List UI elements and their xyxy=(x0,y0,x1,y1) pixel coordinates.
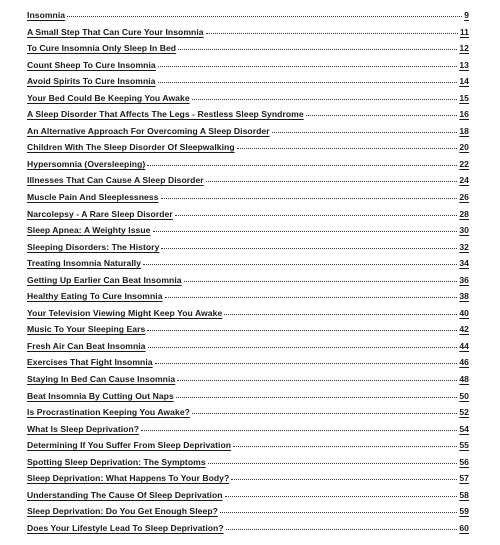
toc-entry-title[interactable]: An Alternative Approach For Overcoming A Sleep Disorder xyxy=(27,125,270,136)
toc-entry-title[interactable]: Count Sheep To Cure Insomnia xyxy=(27,59,156,70)
toc-entry-title[interactable]: Children With The Sleep Disorder Of Sleepwalking xyxy=(27,142,235,153)
toc-entry[interactable] xyxy=(27,192,469,209)
toc-entry-page[interactable]: 58 xyxy=(459,489,469,500)
toc-entry[interactable] xyxy=(27,473,469,490)
toc-entry[interactable] xyxy=(27,27,469,44)
toc-entry[interactable] xyxy=(27,324,469,341)
toc-dot-leader xyxy=(220,512,457,513)
toc-entry-title[interactable]: Determining If You Suffer From Sleep Deprivation xyxy=(27,440,232,451)
toc-entry[interactable] xyxy=(27,424,469,441)
toc-entry-page[interactable]: 57 xyxy=(459,473,469,484)
toc-dot-leader xyxy=(226,529,458,530)
toc-entry-page[interactable]: 46 xyxy=(459,357,469,368)
toc-dot-leader xyxy=(155,363,458,364)
toc-entry-page[interactable]: 11 xyxy=(459,26,469,37)
toc-entry[interactable] xyxy=(27,506,469,523)
toc-entry[interactable] xyxy=(27,407,469,424)
toc-dot-leader xyxy=(192,99,458,100)
toc-dot-leader xyxy=(231,479,457,480)
toc-dot-leader xyxy=(148,347,458,348)
toc-entry-page[interactable]: 18 xyxy=(459,125,469,136)
toc-dot-leader xyxy=(153,231,458,232)
toc-dot-leader xyxy=(208,463,458,464)
toc-dot-leader xyxy=(206,181,458,182)
toc-entry[interactable] xyxy=(27,93,469,110)
toc-entry-page[interactable]: 60 xyxy=(459,522,469,533)
toc-entry[interactable] xyxy=(27,308,469,325)
toc-entry[interactable] xyxy=(27,341,469,358)
toc-entry[interactable] xyxy=(27,457,469,474)
toc-entry-title[interactable]: A Small Step That Can Cure Your Insomnia xyxy=(27,26,204,37)
toc-entry-title[interactable]: Muscle Pain And Sleeplessness xyxy=(27,192,159,203)
toc-dot-leader xyxy=(158,66,458,67)
toc-dot-leader xyxy=(192,413,457,414)
toc-entry-title[interactable]: Getting Up Earlier Can Beat Insomnia xyxy=(27,274,182,285)
toc-entry-title[interactable]: Illnesses That Can Cause A Sleep Disorder xyxy=(27,175,204,186)
toc-dot-leader xyxy=(178,49,457,50)
toc-entry[interactable] xyxy=(27,490,469,507)
toc-dot-leader xyxy=(67,16,462,17)
toc-dot-leader xyxy=(165,297,458,298)
toc-entry-title[interactable]: Your Television Viewing Might Keep You Awake xyxy=(27,307,223,318)
toc-entry-page[interactable]: 20 xyxy=(459,142,469,153)
toc-entry-title[interactable]: To Cure Insomnia Only Sleep In Bed xyxy=(27,43,177,54)
toc-entry-page[interactable]: 56 xyxy=(459,456,469,467)
toc-entry-page[interactable]: 15 xyxy=(459,92,469,103)
toc-entry-title[interactable]: Does Your Lifestyle Lead To Sleep Deprivation? xyxy=(27,522,224,533)
toc-entry-page[interactable]: 59 xyxy=(459,506,469,517)
toc-entry-title[interactable]: Fresh Air Can Beat Insomnia xyxy=(27,340,146,351)
toc-dot-leader xyxy=(224,314,457,315)
toc-entry[interactable] xyxy=(27,209,469,226)
toc-dot-leader xyxy=(206,33,458,34)
toc-dot-leader xyxy=(237,148,458,149)
toc-dot-leader xyxy=(306,115,458,116)
toc-dot-leader xyxy=(175,215,458,216)
toc-entry-page[interactable]: 38 xyxy=(459,291,469,302)
toc-entry-page[interactable]: 48 xyxy=(459,374,469,385)
toc-entry-title[interactable]: Insomnia xyxy=(27,10,66,20)
toc-entry-page[interactable]: 36 xyxy=(459,274,469,285)
toc-entry[interactable] xyxy=(27,10,469,27)
toc-entry-page[interactable]: 40 xyxy=(459,307,469,318)
toc-entry-page[interactable]: 50 xyxy=(459,390,469,401)
toc-entry-title[interactable]: Understanding The Cause Of Sleep Deprivation xyxy=(27,489,223,500)
toc-dot-leader xyxy=(272,132,458,133)
toc-entry-page[interactable]: 52 xyxy=(459,407,469,418)
toc-entry[interactable] xyxy=(27,142,469,159)
toc-entry-title[interactable]: Sleep Deprivation: What Happens To Your Body? xyxy=(27,473,230,484)
toc-entry-title[interactable]: Sleeping Disorders: The History xyxy=(27,241,160,252)
table-of-contents xyxy=(27,10,469,540)
toc-dot-leader xyxy=(147,165,457,166)
toc-entry[interactable] xyxy=(27,225,469,242)
toc-dot-leader xyxy=(176,397,458,398)
toc-entry[interactable] xyxy=(27,76,469,93)
toc-entry-title[interactable]: A Sleep Disorder That Affects The Legs - Restless Sleep Syndrome xyxy=(27,109,304,120)
toc-entry-page[interactable]: 30 xyxy=(459,225,469,236)
toc-entry-title[interactable]: Sleep Deprivation: Do You Get Enough Sleep? xyxy=(27,506,218,517)
toc-dot-leader xyxy=(161,248,457,249)
toc-entry[interactable] xyxy=(27,60,469,77)
toc-entry[interactable] xyxy=(27,523,469,540)
toc-entry-page[interactable]: 14 xyxy=(459,76,469,87)
toc-entry-page[interactable]: 12 xyxy=(459,43,469,54)
toc-entry-page[interactable]: 22 xyxy=(459,158,469,169)
toc-entry-title[interactable]: Avoid Spirits To Cure Insomnia xyxy=(27,76,156,87)
toc-dot-leader xyxy=(143,264,457,265)
toc-entry-title[interactable]: Sleep Apnea: A Weighty Issue xyxy=(27,225,151,236)
toc-entry-page[interactable]: 26 xyxy=(459,192,469,203)
toc-entry-title[interactable]: Your Bed Could Be Keeping You Awake xyxy=(27,92,190,103)
toc-entry-title[interactable]: Music To Your Sleeping Ears xyxy=(27,324,146,335)
toc-entry[interactable] xyxy=(27,275,469,292)
toc-entry-title[interactable]: Spotting Sleep Deprivation: The Symptoms xyxy=(27,456,206,467)
toc-entry-title[interactable]: Staying In Bed Can Cause Insomnia xyxy=(27,374,176,385)
toc-dot-leader xyxy=(158,82,458,83)
toc-entry[interactable] xyxy=(27,126,469,143)
toc-entry-title[interactable]: Hypersomnia (Oversleeping) xyxy=(27,158,146,169)
toc-entry[interactable] xyxy=(27,357,469,374)
toc-entry-title[interactable]: Treating Insomnia Naturally xyxy=(27,258,142,269)
toc-entry-title[interactable]: What Is Sleep Deprivation? xyxy=(27,423,140,434)
toc-entry-page[interactable]: 44 xyxy=(459,340,469,351)
toc-entry-page[interactable]: 24 xyxy=(459,175,469,186)
toc-entry-title[interactable]: Is Procrastination Keeping You Awake? xyxy=(27,407,190,418)
toc-dot-leader xyxy=(177,380,457,381)
toc-entry-title[interactable]: Beat Insomnia By Cutting Out Naps xyxy=(27,390,174,401)
toc-entry[interactable] xyxy=(27,391,469,408)
toc-entry-page[interactable]: 32 xyxy=(459,241,469,252)
toc-entry-page[interactable]: 34 xyxy=(459,258,469,269)
toc-dot-leader xyxy=(161,198,458,199)
toc-dot-leader xyxy=(147,330,457,331)
toc-entry[interactable] xyxy=(27,440,469,457)
toc-entry-title[interactable]: Narcolepsy - A Rare Sleep Disorder xyxy=(27,208,173,219)
toc-entry-page[interactable]: 55 xyxy=(459,440,469,451)
toc-entry[interactable] xyxy=(27,258,469,275)
toc-entry-page[interactable]: 13 xyxy=(459,59,469,70)
toc-dot-leader xyxy=(225,496,458,497)
toc-entry[interactable] xyxy=(27,43,469,60)
toc-entry-page[interactable]: 28 xyxy=(459,208,469,219)
toc-entry[interactable] xyxy=(27,159,469,176)
toc-entry[interactable] xyxy=(27,175,469,192)
toc-entry-page[interactable]: 16 xyxy=(459,109,469,120)
toc-entry-page[interactable]: 9 xyxy=(464,10,469,20)
toc-dot-leader xyxy=(233,446,457,447)
toc-entry[interactable] xyxy=(27,242,469,259)
toc-entry-title[interactable]: Healthy Eating To Cure Insomnia xyxy=(27,291,163,302)
toc-dot-leader xyxy=(184,281,458,282)
toc-dot-leader xyxy=(141,430,457,431)
toc-entry[interactable] xyxy=(27,291,469,308)
toc-entry-title[interactable]: Exercises That Fight Insomnia xyxy=(27,357,153,368)
toc-entry-page[interactable]: 42 xyxy=(459,324,469,335)
toc-entry[interactable] xyxy=(27,109,469,126)
toc-entry[interactable] xyxy=(27,374,469,391)
toc-entry-page[interactable]: 54 xyxy=(459,423,469,434)
